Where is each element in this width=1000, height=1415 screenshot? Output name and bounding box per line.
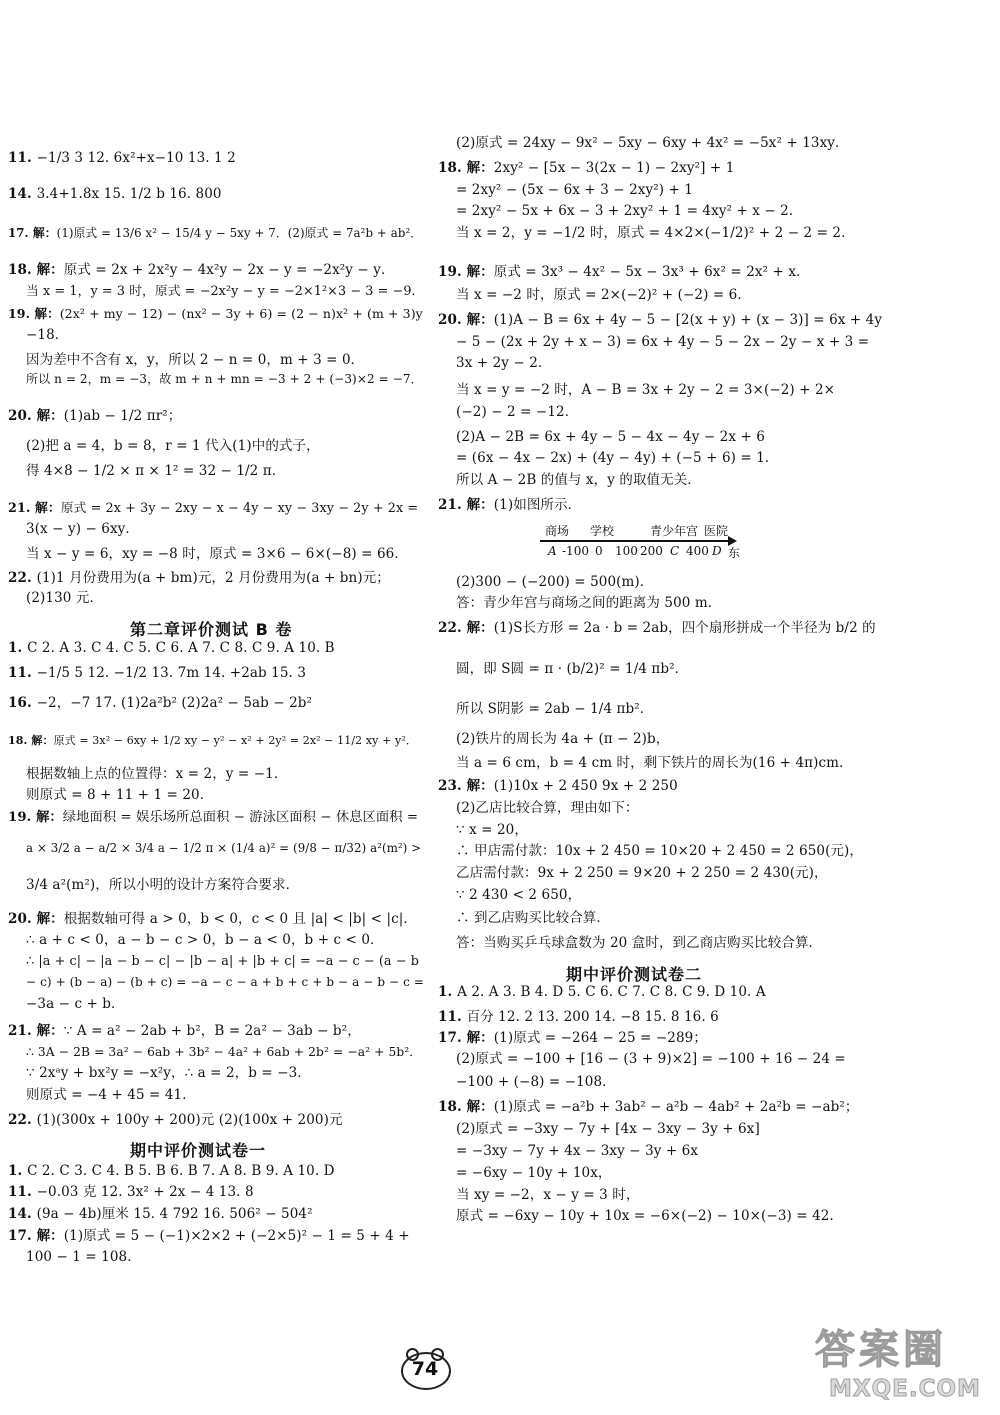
answer-line: 18. 解：原式 = 2x + 2x²y − 4x²y − 2x − y = −2x²y − y． [8, 262, 395, 278]
answer-line: (2)原式 = −3xy − 7y + [4x − 3xy − 3y + 6x] [456, 1121, 760, 1137]
answer-line: 21. 解：(1)如图所示． [438, 497, 582, 513]
answer-line: (2)把 a = 4，b = 8，r = 1 代入(1)中的式子， [26, 438, 320, 454]
answer-line: = 2xy² − 5x + 6x − 3 + 2xy² + 1 = 4xy² + x − 2． [456, 203, 803, 219]
answer-line: 16. −2，−7 17. (1)2a²b² (2)2a² − 5ab − 2b² [8, 695, 313, 711]
answer-line: 根据数轴上点的位置得：x = 2，y = −1． [26, 766, 288, 782]
page-number: 74 [411, 1358, 439, 1380]
answer-line: ∴ a + c < 0，a − b − c > 0，b − a < 0，b + c < 0． [26, 932, 384, 948]
answer-line: 所以 n = 2，m = −3，故 m + n + mn = −3 + 2 + (−3)×2 = −7． [26, 372, 423, 386]
section-heading: 第二章评价测试 B 卷 [130, 620, 293, 639]
answer-line: 1. A 2. A 3. B 4. D 5. C 6. C 7. C 8. C 9. D 10. A [438, 984, 766, 1000]
number-line-letter: D [712, 544, 722, 558]
number-line-tick-label: -100 [562, 544, 589, 558]
answer-line: (2)300 − (−200) = 500(m)． [456, 574, 654, 590]
watermark-text: 答案圈 [815, 1327, 947, 1373]
answer-line: 18. 解：原式 = 3x² − 6xy + 1/2 xy − y² − x² + 2y² = 2x² − 11/2 xy + y²． [8, 734, 417, 747]
answer-line: 21. 解：∵ A = a² − 2ab + b²，B = 2a² − 3ab − b²， [8, 1023, 361, 1039]
answer-line: ∴ 到乙店购买比较合算． [456, 910, 610, 926]
answer-line: −18． [26, 327, 69, 343]
answer-line: ∴ 3A − 2B = 3a² − 6ab + 3b² − 4a² + 6ab + 2b² = −a² + 5b²． [26, 1045, 422, 1059]
answer-line: (2)A − 2B = 6x + 4y − 5 − 4x − 4y − 2x + 6 [456, 429, 765, 445]
answer-line: 23. 解：(1)10x + 2 450 9x + 2 250 [438, 778, 678, 794]
answer-line: 17. 解：(1)原式 = −264 − 25 = −289； [438, 1030, 707, 1046]
answer-line: (2)130 元． [26, 590, 104, 606]
answer-line: 因为差中不含有 x，y，所以 2 − n = 0，m + 3 = 0． [26, 352, 365, 368]
answer-line: 100 − 1 = 108． [26, 1249, 141, 1265]
number-line-direction: 东 [728, 546, 741, 560]
answer-line: ∴ |a + c| − |a − b − c| − |b − a| + |b + c| = −a − c − (a − b [26, 954, 419, 969]
answer-line: 当 x = y = −2 时，A − B = 3x + 2y − 2 = 3×(−2) + 2× [456, 382, 836, 398]
answer-line: −100 + (−8) = −108． [456, 1074, 616, 1090]
answer-line: −3a − c + b． [26, 996, 125, 1012]
answer-line: 14. (9a − 4b)厘米 15. 4 792 16. 506² − 504² [8, 1206, 313, 1222]
answer-line: ∵ 2 430 < 2 650， [456, 887, 582, 903]
answer-line: 20. 解：(1)A − B = 6x + 4y − 5 − [2(x + y) + (x − 3)] = 6x + 4y [438, 312, 883, 328]
answer-line: 3x + 2y − 2． [456, 355, 552, 371]
answer-line: (2)原式 = −100 + [16 − (3 + 9)×2] = −100 + 16 − 24 = [456, 1051, 846, 1067]
answer-line: 答：青少年宫与商场之间的距离为 500 m． [456, 595, 722, 611]
answer-line: 17. 解：(1)原式 = 13/6 x² − 15/4 y − 5xy + 7．(2)原式 = 7a²b + ab²． [8, 226, 423, 240]
number-line-figure [540, 522, 820, 562]
number-line-axis [540, 540, 730, 542]
answer-line: 1. C 2. C 3. C 4. B 5. B 6. B 7. A 8. B 9. A 10. D [8, 1163, 335, 1179]
answer-line: 21. 解：原式 = 2x + 3y − 2xy − x − 4y − xy − 3xy − 2y + 2x = [8, 501, 419, 516]
answer-line: 当 a = 6 cm，b = 4 cm 时，剩下铁片的周长为(16 + 4π)cm． [456, 755, 853, 771]
answer-line: 当 x = 2，y = −1/2 时，原式 = 4×2×(−1/2)² + 2 − 2 = 2． [456, 225, 855, 241]
answer-line: = −6xy − 10y + 10x， [456, 1165, 612, 1181]
number-line-place: 商场 [545, 524, 570, 538]
answer-line: (2)原式 = 24xy − 9x² − 5xy − 6xy + 4x² = −5x² + 13xy． [456, 135, 849, 151]
answer-line: 14. 3.4+1.8x 15. 1/2 b 16. 800 [8, 186, 222, 202]
number-line-place: 青少年宫 [650, 524, 699, 538]
answer-line: ∵ x = 20， [456, 822, 528, 838]
section-heading: 期中评价测试卷二 [566, 965, 703, 984]
number-line-tick-label: 0 [595, 544, 603, 558]
answer-line: 20. 解：根据数轴可得 a > 0，b < 0，c < 0 且 |a| < |b| < |c|． [8, 911, 417, 927]
answer-line: 17. 解：(1)原式 = 5 − (−1)×2×2 + (−2×5)² − 1 = 5 + 4 + [8, 1228, 410, 1244]
answer-line: ∵ 2xᵃy + bx²y = −x²y，∴ a = 2，b = −3． [26, 1065, 311, 1081]
answer-line: = −3xy − 7y + 4x − 3xy − 3y + 6x [456, 1143, 699, 1159]
answer-line: 3/4 a²(m²)，所以小明的设计方案符合要求． [26, 877, 300, 893]
answer-line: 19. 解：原式 = 3x³ − 4x² − 5x − 3x³ + 6x² = 2x² + x． [438, 264, 810, 280]
answer-line: 11. −1/3 3 12. 6x²+x−10 13. 1 2 [8, 150, 236, 166]
answer-line: − 5 − (2x + 2y + x − 3) = 6x + 4y − 5 − 2x − 2y − x + 3 = [456, 334, 870, 350]
answer-line: 当 x = −2 时，原式 = 2×(−2)² + (−2) = 6． [456, 287, 751, 303]
answer-line: 19. 解：绿地面积 = 娱乐场所总面积 − 游泳区面积 − 休息区面积 = [8, 810, 419, 825]
answer-line: 1. C 2. A 3. C 4. C 5. C 6. A 7. C 8. C 9. A 10. B [8, 640, 335, 656]
answer-line: 19. 解：(2x² + my − 12) − (nx² − 3y + 6) = (2 − n)x² + (m + 3)y [8, 306, 423, 321]
number-line-tick-label: 200 [640, 544, 663, 558]
number-line-letter: A [548, 544, 557, 558]
answer-line: a × 3/2 a − a/2 × 3/4 a − 1/2 π × (1/4 a)² = (9/8 − π/32) a²(m²) > [26, 841, 422, 855]
answer-line: = 2xy² − (5x − 6x + 3 − 2xy²) + 1 [456, 182, 693, 198]
answer-line: 20. 解：(1)ab − 1/2 πr²； [8, 408, 182, 424]
answer-line: 得 4×8 − 1/2 × π × 1² = 32 − 1/2 π． [26, 463, 286, 479]
answer-line: 答：当购买乒乓球盒数为 20 盒时，到乙商店购买比较合算． [456, 935, 823, 951]
number-line-tick-label: 400 [686, 544, 709, 558]
answer-line: ∴ 甲店需付款：10x + 2 450 = 10×20 + 2 450 = 2 650(元)， [456, 843, 864, 859]
answer-line: 22. (1)1 月份费用为(a + bm)元，2 月份费用为(a + bn)元； [8, 570, 390, 586]
answer-line: (−2) − 2 = −12． [456, 404, 579, 420]
number-line-place: 医院 [704, 524, 729, 538]
answer-line: 11. −0.03 克 12. 3x² + 2x − 4 13. 8 [8, 1184, 254, 1200]
answer-line: 当 x = 1，y = 3 时，原式 = −2x²y − y = −2×1²×3 − 3 = −9． [26, 284, 425, 299]
answer-line: 当 x − y = 6，xy = −8 时，原式 = 3×6 − 6×(−8) = 66． [26, 546, 408, 562]
answer-line: 当 xy = −2，x − y = 3 时， [456, 1187, 640, 1203]
answer-line: 则原式 = 8 + 11 + 1 = 20． [26, 787, 214, 803]
answer-line: 18. 解：2xy² − [5x − 3(2x − 1) − 2xy²] + 1 [438, 160, 735, 176]
answer-line: 22. (1)(300x + 100y + 200)元 (2)(100x + 200)元 [8, 1112, 343, 1128]
answer-line: 所以 A − 2B 的值与 x，y 的取值无关． [456, 472, 701, 488]
answer-line: 11. 百分 12. 2 13. 200 14. −8 15. 8 16. 6 [438, 1009, 719, 1025]
answer-line: 22. 解：(1)S长方形 = 2a · b = 2ab，四个扇形拼成一个半径为 b/2 的 [438, 620, 876, 636]
answer-line: (2)铁片的周长为 4a + (π − 2)b， [456, 731, 670, 747]
number-line-place: 学校 [590, 524, 615, 538]
answer-line: 圆，即 S圆 = π · (b/2)² = 1/4 πb²． [456, 661, 689, 677]
answer-line: 原式 = −6xy − 10y + 10x = −6×(−2) − 10×(−3) = 42． [456, 1208, 844, 1224]
watermark-logo [815, 1318, 995, 1410]
watermark-url: MXQE.COM [829, 1376, 981, 1402]
answer-line: 则原式 = −4 + 45 = 41． [26, 1087, 196, 1103]
section-heading: 期中评价测试卷一 [130, 1141, 267, 1160]
answer-line: − c) + (b − a) − (b + c) = −a − c − a + b + c + b − a − b − c = [26, 975, 425, 989]
answer-line: 3(x − y) − 6xy． [26, 521, 139, 537]
number-line-tick-label: 100 [615, 544, 638, 558]
answer-line: 11. −1/5 5 12. −1/2 13. 7m 14. +2ab 15. 3 [8, 665, 307, 681]
number-line-letter: C [670, 544, 680, 558]
answer-line: 18. 解：(1)原式 = −a²b + 3ab² − a²b − 4ab² + 2a²b = −ab²； [438, 1099, 859, 1115]
answer-line: 乙店需付款：9x + 2 250 = 9×20 + 2 250 = 2 430(元)， [456, 865, 828, 881]
answer-line: 所以 S阴影 = 2ab − 1/4 πb²． [456, 701, 654, 717]
answer-line: (2)乙店比较合算，理由如下： [456, 800, 639, 816]
page-number-badge [398, 1348, 452, 1392]
answer-line: = (6x − 4x − 2x) + (4y − 4y) + (−5 + 6) = 1． [456, 450, 779, 466]
